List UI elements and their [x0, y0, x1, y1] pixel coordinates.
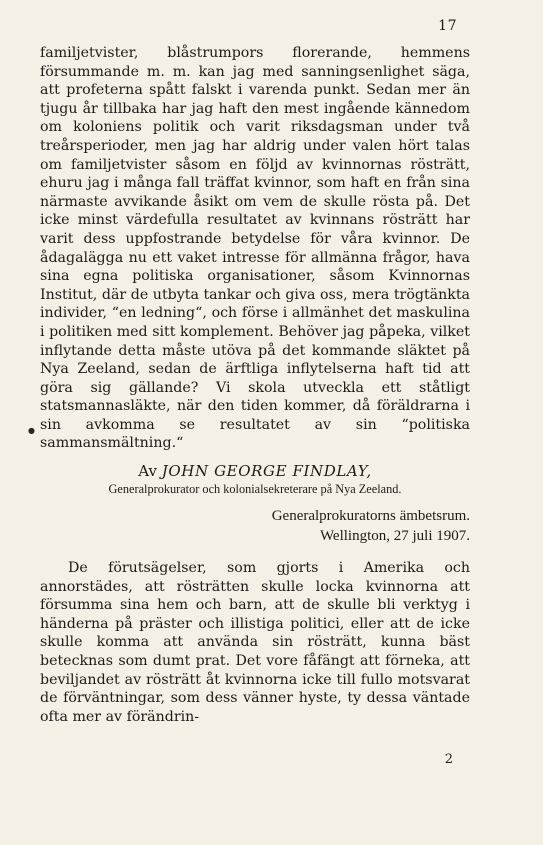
page-content — [40, 44, 470, 726]
signature-mark: 2 — [444, 752, 453, 767]
letter-heading — [40, 506, 470, 546]
date-line: Wellington, 27 juli 1907. — [319, 528, 470, 545]
byline-name: JOHN GEORGE FINDLAY, — [161, 462, 372, 481]
mark: ● — [28, 426, 35, 435]
byline-prefix: Av — [138, 462, 157, 481]
paragraph-1: familjetvister, blåstrumpors florerande, hemmens försummande m. m. kan jag med sanningsenlighet säga, att profeterna spått falskt i varenda punkt. Sedan mer än tjugu år tillbaka har jag haft den mest ingående kännedom om koloniens politik och varit riksdagsman under två treårsperioder, men jag har aldrig under valen hört talas om familjetvister såsom en följd av kvinnornas rösträtt, ehuru jag i många fall träffat kvinnor, som haft en från sina närmaste avvikande åsikt om vem de skulle rösta på. Det icke minst värdefulla resultatet av kvinnans rösträtt har varit dess uppfostrande betydelse för våra kvinnor. De ådagalägga nu ett vaket intresse för allmänna frågor, hava sina egna politiska organisationer, såsom Kvinnornas Institut, där de utbyta tankar och giva oss, mera trögtänkta individer, “en ledning“, och förse i allmänhet det maskulina i politiken med sitt komplement. Behöver jag påpeka, vilket inflytande detta måste utöva på det kommande släktet på Nya Zeeland, sedan de ärftliga inflytelserna haft tid att göra sig gällande? Vi skola utveckla ett ståtligt statsmannasläkte, när den tiden kommer, då föräldrarna i sin avkomma se resultatet av sin “politiska sammansmältning.“ — [40, 45, 470, 452]
author-title: Generalprokurator och kolonialsekreterare på Nya Zeeland. — [108, 482, 402, 497]
paragraph-2: De förutsägelser, som gjorts i Amerika och annorstädes, att rösträtten skulle locka kvinnorna att försumma sina hem och barn, att de skulle bli verktyg i händerna på präster och illistiga politici, eller att de icke skulle komma att använda sin rösträtt, kunna bäst betecknas som dumt prat. Det vore fåfängt att förneka, att beviljandet av rösträtt åt kvinnorna icke till fullo motsvarat de förväntningar, som dess vänner hyste, ty dessa väntade ofta mer av förändrin- — [40, 560, 470, 725]
byline — [40, 461, 470, 481]
page-number: 17 — [438, 18, 457, 34]
office-line: Generalprokuratorns ämbetsrum. — [271, 508, 470, 525]
